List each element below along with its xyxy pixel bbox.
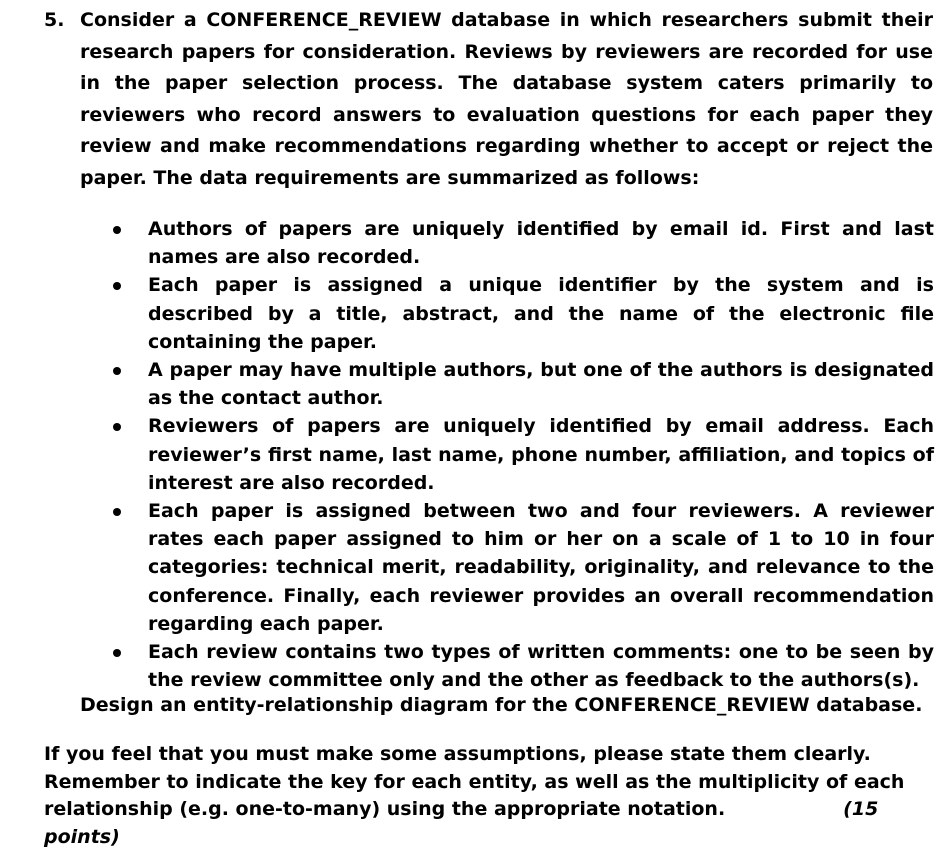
bullet-icon (113, 508, 121, 516)
requirement-text: Authors of papers are uniquely identified by email id. First and last names are also recorded. (148, 218, 934, 269)
task-statement: Design an entity-relationship diagram for the CONFERENCE_REVIEW database. (80, 694, 923, 716)
bullet-icon (113, 649, 121, 657)
bullet-icon (113, 423, 121, 431)
question-intro: Consider a CONFERENCE_REVIEW database in which researchers submit their research papers for consideration. Reviews by reviewers are recorded for use in the paper selection process. The database system caters primarily to reviewers who record answers to evaluation questions for each paper they review and make recommendations regarding whether to accept or reject the paper. The data requirements are summarized as follows: (80, 9, 933, 189)
points-label: (15 points) (44, 798, 879, 848)
requirement-text: Each paper is assigned a unique identifier by the system and is described by a title, abstract, and the name of the electronic file containing the paper. (148, 274, 934, 353)
requirement-item (148, 356, 934, 412)
requirement-item (148, 412, 934, 497)
requirement-item (148, 215, 934, 271)
requirement-text: Each review contains two types of written comments: one to be seen by the review committee only and the other as feedback to the authors(s). (148, 641, 934, 692)
requirements-list (148, 215, 934, 694)
requirement-text: A paper may have multiple authors, but one of the authors is designated as the contact author. (148, 359, 934, 410)
requirement-text: Each paper is assigned between two and four reviewers. A reviewer rates each paper assigned to him or her on a scale of 1 to 10 in four categories: technical merit, readability, originality, and relevance to the conference. Finally, each reviewer provides an overall recommendation regarding each paper. (148, 500, 934, 635)
requirement-item (148, 638, 934, 694)
bullet-icon (113, 226, 121, 234)
assumptions-text: If you feel that you must make some assumptions, please state them clearly. Remember to indicate the key for each entity, as well as the multiplicity of each relationship (e.g. one-to-many) using the appropriate notation. (44, 743, 905, 820)
bullet-icon (113, 367, 121, 375)
bullet-icon (113, 282, 121, 290)
requirement-item (148, 497, 934, 638)
question-number: 5. (44, 9, 65, 31)
requirement-text: Reviewers of papers are uniquely identified by email address. Each reviewer’s first name, last name, phone number, affiliation, and topics of interest are also recorded. (148, 415, 934, 494)
requirement-item (148, 271, 934, 356)
assumptions-note (44, 741, 924, 851)
